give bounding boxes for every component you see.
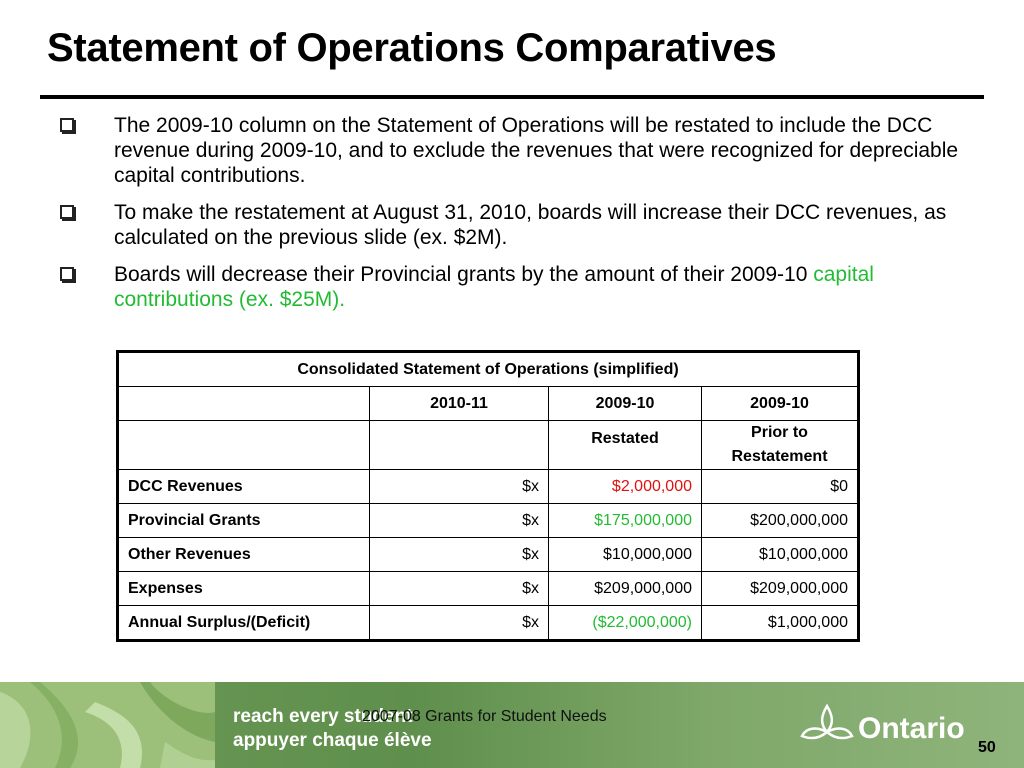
cell-value: $10,000,000 bbox=[702, 538, 859, 572]
row-label: DCC Revenues bbox=[118, 470, 370, 504]
checkbox-bullet-icon bbox=[60, 205, 74, 219]
row-label: Expenses bbox=[118, 572, 370, 606]
tagline-french: appuyer chaque élève bbox=[233, 730, 432, 751]
table-row bbox=[118, 504, 859, 538]
bullet-text: The 2009-10 column on the Statement of Operations will be restated to include the DCC revenue during 2009-10, and to exclude the revenues that were recognized for depreciable capital contributions. bbox=[114, 114, 959, 187]
title-rule bbox=[40, 95, 984, 99]
slide-title: Statement of Operations Comparatives bbox=[47, 26, 777, 70]
bullet-item bbox=[60, 113, 980, 188]
row-label: Provincial Grants bbox=[118, 504, 370, 538]
table-row bbox=[118, 538, 859, 572]
bullet-text: To make the restatement at August 31, 2010, boards will increase their DCC revenues, as calculated on the previous slide (ex. $2M). bbox=[114, 201, 947, 249]
ontario-wordmark: Ontario bbox=[858, 712, 965, 745]
cell-value: $10,000,000 bbox=[549, 538, 702, 572]
footer-caption: 2007-08 Grants for Student Needs bbox=[362, 708, 607, 725]
bullet-highlight: capital contributions (ex. $25M). bbox=[114, 263, 874, 311]
table-header-blank bbox=[118, 387, 370, 421]
footer-band bbox=[0, 682, 1024, 768]
cell-value: $209,000,000 bbox=[702, 572, 859, 606]
col-header-2010-11: 2010-11 bbox=[370, 387, 549, 421]
page-number: 50 bbox=[978, 739, 996, 756]
cell-value: ($22,000,000) bbox=[549, 606, 702, 641]
cell-value: $200,000,000 bbox=[702, 504, 859, 538]
col-header-2009-10-prior: 2009-10 bbox=[702, 387, 859, 421]
bullet-item bbox=[60, 262, 980, 312]
table-caption: Consolidated Statement of Operations (simplified) bbox=[118, 352, 859, 387]
table-row bbox=[118, 572, 859, 606]
subheader-prior: Prior to Restatement bbox=[702, 421, 859, 470]
col-header-2009-10-restated: 2009-10 bbox=[549, 387, 702, 421]
subheader-restated: Restated bbox=[549, 421, 702, 470]
bullet-text: Boards will decrease their Provincial grants by the amount of their 2009-10 bbox=[114, 263, 814, 286]
checkbox-bullet-icon bbox=[60, 118, 74, 132]
bullet-list bbox=[60, 113, 980, 324]
cell-value: $209,000,000 bbox=[549, 572, 702, 606]
tagline-english: reach every student bbox=[233, 706, 413, 727]
trillium-logo-icon bbox=[800, 702, 854, 750]
leaf-pattern-icon bbox=[0, 682, 215, 768]
cell-value: $x bbox=[370, 470, 549, 504]
checkbox-bullet-icon bbox=[60, 267, 74, 281]
cell-value: $x bbox=[370, 572, 549, 606]
table-row bbox=[118, 470, 859, 504]
cell-value: $175,000,000 bbox=[549, 504, 702, 538]
cell-value: $0 bbox=[702, 470, 859, 504]
row-label: Annual Surplus/(Deficit) bbox=[118, 606, 370, 641]
cell-value: $x bbox=[370, 538, 549, 572]
cell-value: $x bbox=[370, 504, 549, 538]
cell-value: $2,000,000 bbox=[549, 470, 702, 504]
table-subheader-blank bbox=[118, 421, 370, 470]
subheader-2010-11 bbox=[370, 421, 549, 470]
table-row bbox=[118, 606, 859, 641]
bullet-item bbox=[60, 200, 980, 250]
cell-value: $1,000,000 bbox=[702, 606, 859, 641]
footer-pattern bbox=[0, 682, 215, 768]
row-label: Other Revenues bbox=[118, 538, 370, 572]
cell-value: $x bbox=[370, 606, 549, 641]
operations-table bbox=[116, 350, 860, 642]
